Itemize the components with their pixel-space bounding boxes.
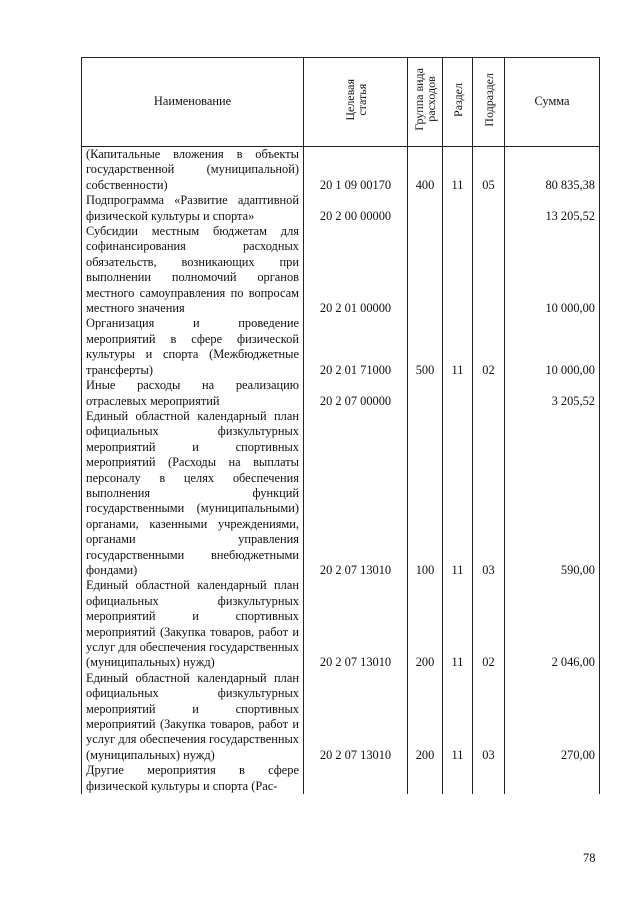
table-row (82, 147, 600, 194)
header-target-line1: Целевая (342, 78, 357, 121)
row-subsection: 03 (473, 671, 505, 763)
row-amount: 270,00 (505, 671, 600, 763)
row-subsection: 02 (473, 578, 505, 670)
row-name: Субсидии местным бюджетам для софинансирования расходных обязательств, возникающих при выполнении полномочий органов местного самоуправления по вопросам местного значения (82, 224, 304, 316)
row-group (408, 378, 443, 409)
row-amount: 3 205,52 (505, 378, 600, 409)
row-section (443, 378, 473, 409)
row-group: 200 (408, 671, 443, 763)
table-row (82, 378, 600, 409)
row-section: 11 (443, 671, 473, 763)
row-target: 20 2 00 00000 (304, 193, 408, 224)
row-amount: 10 000,00 (505, 316, 600, 378)
header-expense-group (408, 58, 443, 147)
table-row (82, 671, 600, 763)
row-section: 11 (443, 147, 473, 194)
row-group: 200 (408, 578, 443, 670)
row-target: 20 2 07 13010 (304, 409, 408, 578)
header-group-line2: расходов (424, 77, 438, 123)
table-header-row (82, 58, 600, 147)
row-target: 20 2 07 00000 (304, 378, 408, 409)
header-subsection (473, 58, 505, 147)
row-name: Другие мероприятия в сфере физической культуры и спорта (Рас- (82, 763, 304, 794)
row-target: 20 2 01 71000 (304, 316, 408, 378)
row-group: 100 (408, 409, 443, 578)
row-name: Единый областной календарный план официальных физкультурных мероприятий и спортивных мероприятий (Закупка товаров, работ и услуг для обеспечения государственных (муниципальных) нужд) (82, 578, 304, 670)
row-group (408, 224, 443, 316)
header-group-line1: Группа вида (412, 68, 426, 132)
row-group: 400 (408, 147, 443, 194)
page-number: 78 (583, 851, 596, 865)
header-amount: Сумма (505, 58, 600, 147)
header-section-label: Раздел (450, 82, 465, 117)
table-row (82, 409, 600, 578)
row-section (443, 224, 473, 316)
row-subsection (473, 224, 505, 316)
row-subsection: 05 (473, 147, 505, 194)
row-target: 20 1 09 00170 (304, 147, 408, 194)
row-subsection (473, 378, 505, 409)
row-section (443, 763, 473, 794)
row-group: 500 (408, 316, 443, 378)
header-target-article (304, 58, 408, 147)
table-row (82, 316, 600, 378)
row-amount: 10 000,00 (505, 224, 600, 316)
table-row (82, 578, 600, 670)
row-section: 11 (443, 409, 473, 578)
row-target: 20 2 01 00000 (304, 224, 408, 316)
row-amount: 590,00 (505, 409, 600, 578)
header-target-line2: статья (354, 83, 369, 116)
row-group (408, 193, 443, 224)
budget-table (81, 57, 600, 794)
row-group (408, 763, 443, 794)
row-name: Подпрограмма «Развитие адаптивной физической культуры и спорта» (82, 193, 304, 224)
row-target: 20 2 07 13010 (304, 671, 408, 763)
row-section: 11 (443, 316, 473, 378)
row-name: Иные расходы на реализацию отраслевых мероприятий (82, 378, 304, 409)
row-subsection: 03 (473, 409, 505, 578)
table-row (82, 224, 600, 316)
row-amount: 2 046,00 (505, 578, 600, 670)
row-target (304, 763, 408, 794)
table-row (82, 763, 600, 794)
row-name: Единый областной календарный план официальных физкультурных мероприятий и спортивных мероприятий (Расходы на выплаты персоналу в целях обеспечения выполнения функций государственными (муниципальными) органами, казенными учреждениями, органами управления государственными внебюджетными фондами) (82, 409, 304, 578)
table-row (82, 193, 600, 224)
row-subsection (473, 763, 505, 794)
row-amount (505, 763, 600, 794)
row-amount: 80 835,38 (505, 147, 600, 194)
row-name: Единый областной календарный план официальных физкультурных мероприятий и спортивных мероприятий (Закупка товаров, работ и услуг для обеспечения государственных (муниципальных) нужд) (82, 671, 304, 763)
row-name: Организация и проведение мероприятий в сфере физической культуры и спорта (Межбюджетные трансферты) (82, 316, 304, 378)
header-name: Наименование (82, 58, 304, 147)
row-section (443, 193, 473, 224)
row-target: 20 2 07 13010 (304, 578, 408, 670)
row-subsection: 02 (473, 316, 505, 378)
header-subsection-label: Подраздел (481, 72, 496, 127)
header-section (443, 58, 473, 147)
row-name: (Капитальные вложения в объекты государственной (муниципальной) собственности) (82, 147, 304, 194)
row-subsection (473, 193, 505, 224)
row-amount: 13 205,52 (505, 193, 600, 224)
row-section: 11 (443, 578, 473, 670)
